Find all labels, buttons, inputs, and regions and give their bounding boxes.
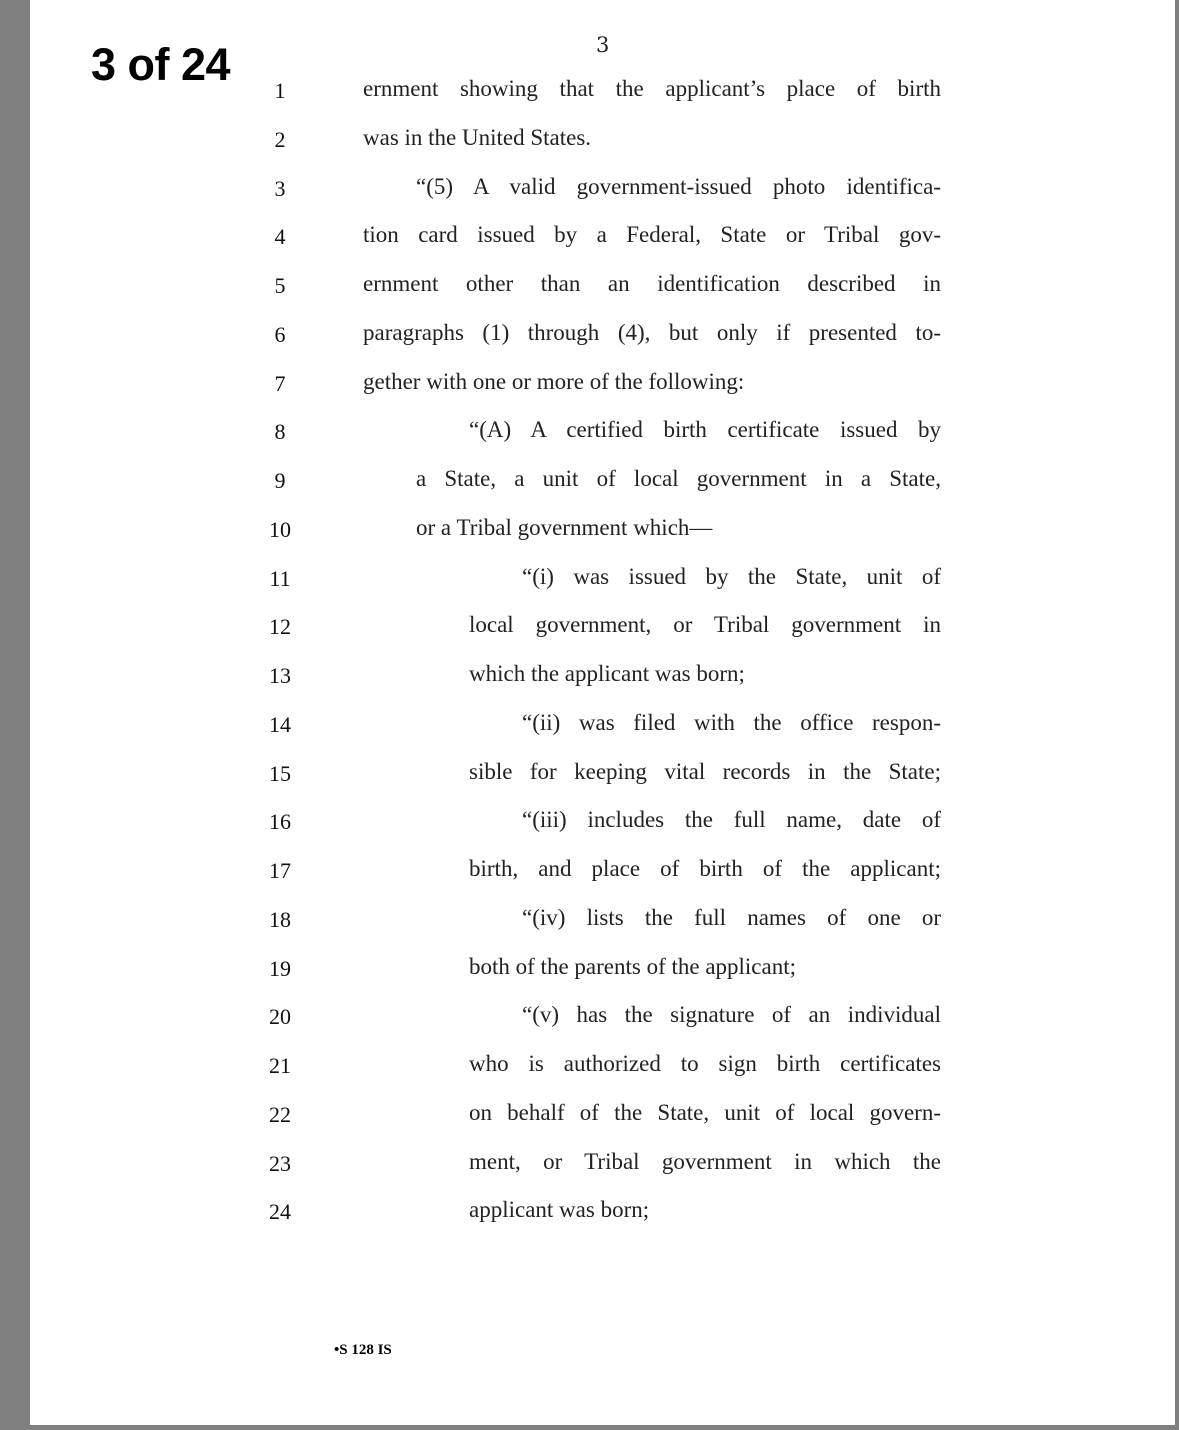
text-line: birth, and place of birth of the applicant; bbox=[469, 856, 941, 881]
line-number: 21 bbox=[269, 1053, 291, 1078]
text-line: a State, a unit of local government in a State, bbox=[416, 466, 941, 491]
line-number: 15 bbox=[269, 760, 291, 786]
text-line: sible for keeping vital records in the State; bbox=[469, 758, 941, 784]
text-line: which the applicant was born; bbox=[469, 661, 745, 686]
text-line: “(A) A certified birth certificate issued by bbox=[469, 417, 941, 443]
text-line: gether with one or more of the following: bbox=[363, 368, 745, 394]
text-line: “(ii) was filed with the office respon- bbox=[522, 709, 941, 735]
text-line: “(i) was issued by the State, unit of bbox=[522, 563, 941, 589]
text-line: “(5) A valid government-issued photo identifica- bbox=[416, 173, 941, 199]
line-number: 10 bbox=[269, 516, 291, 542]
text-line: ment, or Tribal government in which the bbox=[469, 1148, 941, 1174]
line-number: 4 bbox=[274, 224, 286, 250]
line-number: 16 bbox=[269, 809, 291, 835]
line-number: 24 bbox=[269, 1199, 291, 1225]
line-number: 14 bbox=[269, 711, 291, 737]
line-number: 17 bbox=[269, 858, 291, 883]
text-line: applicant was born; bbox=[469, 1197, 650, 1223]
page-number: 3 bbox=[596, 33, 610, 57]
line-number: 11 bbox=[269, 565, 291, 591]
line-number: 7 bbox=[274, 370, 286, 396]
text-line: “(iv) lists the full names of one or bbox=[522, 904, 941, 930]
text-line: ernment other than an identification described in bbox=[363, 271, 941, 296]
line-number: 23 bbox=[269, 1150, 291, 1176]
line-number: 9 bbox=[274, 468, 286, 493]
line-number: 18 bbox=[269, 906, 291, 932]
line-number: 12 bbox=[269, 614, 291, 640]
line-number: 13 bbox=[269, 663, 291, 688]
line-number: 3 bbox=[274, 175, 286, 201]
text-line: paragraphs (1) through (4), but only if presented to- bbox=[363, 319, 941, 345]
line-number: 6 bbox=[274, 321, 286, 347]
text-line: on behalf of the State, unit of local govern- bbox=[469, 1099, 941, 1125]
text-line: or a Tribal government which— bbox=[416, 514, 713, 540]
page-counter: 3 of 24 bbox=[91, 39, 231, 90]
line-number: 19 bbox=[269, 955, 291, 981]
text-line: “(v) has the signature of an individual bbox=[522, 1002, 941, 1028]
text-line: both of the parents of the applicant; bbox=[469, 953, 797, 979]
text-line: was in the United States. bbox=[363, 124, 592, 150]
bill-footer: •S 128 IS bbox=[334, 1342, 392, 1358]
line-number: 8 bbox=[274, 419, 286, 445]
text-line: tion card issued by a Federal, State or Tribal gov- bbox=[363, 222, 941, 248]
line-number: 5 bbox=[274, 273, 286, 298]
text-line: “(iii) includes the full name, date of bbox=[522, 807, 941, 833]
line-number: 2 bbox=[274, 126, 286, 152]
line-number: 20 bbox=[269, 1004, 291, 1030]
line-number: 1 bbox=[274, 78, 286, 103]
text-line: who is authorized to sign birth certificates bbox=[469, 1051, 941, 1076]
line-number: 22 bbox=[269, 1101, 291, 1127]
text-line: ernment showing that the applicant’s place of birth bbox=[363, 76, 941, 101]
text-line: local government, or Tribal government in bbox=[469, 612, 941, 638]
